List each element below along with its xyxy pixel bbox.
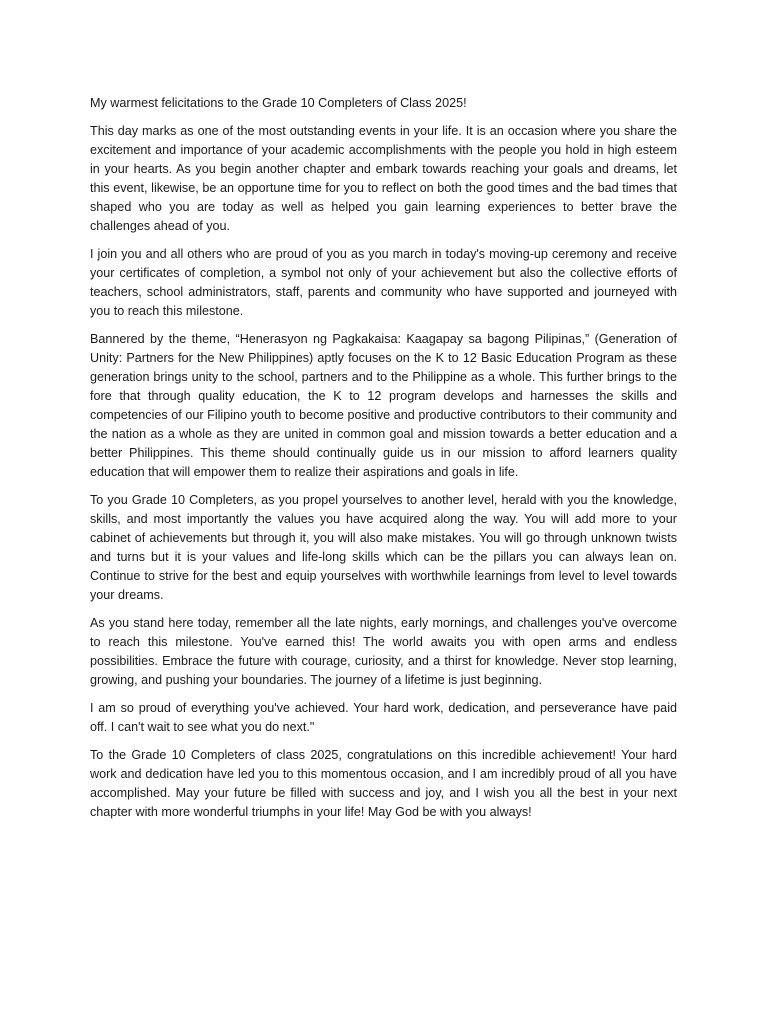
greeting-line: My warmest felicitations to the Grade 10 Completers of Class 2025! xyxy=(90,96,467,110)
paragraph-milestone: As you stand here today, remember all the late nights, early mornings, and challenges you've overcome to reach this milestone. You've earned this! The world awaits you with open arms and endless possibilities. Embrace the future with courage, curiosity, and a thirst for knowledge. Never stop learning, growing, and pushing your boundaries. The journey of a lifetime is just beginning. xyxy=(90,616,677,687)
paragraph-proud: I am so proud of everything you've achieved. Your hard work, dedication, and perseverance have paid off. I can't wait to see what you do next." xyxy=(90,701,677,734)
paragraph-occasion: This day marks as one of the most outstanding events in your life. It is an occasion where you share the excitement and importance of your academic accomplishments with the people you hold in high esteem in your hearts. As you begin another chapter and embark towards reaching your goals and dreams, let this event, likewise, be an opportune time for you to reflect on both the good times and the bad times that shaped who you are today as well as helped you gain learning experiences to better brave the challenges ahead of you. xyxy=(90,124,677,233)
document-body xyxy=(90,94,677,831)
paragraph-theme: Bannered by the theme, “Henerasyon ng Pagkakaisa: Kaagapay sa bagong Pilipinas,” (Generation of Unity: Partners for the New Philippines) aptly focuses on the K to 12 Basic Education Program as these generation brings unity to the school, partners and to the Philippine as a whole. This further brings to the fore that through quality education, the K to 12 program develops and harnesses the skills and competencies of our Filipino youth to become positive and productive contributors to their community and the nation as a whole as they are united in common goal and mission towards a better education and a better Philippines. This theme should continually guide us in our mission to afford learners quality education that will empower them to realize their aspirations and goals in life. xyxy=(90,332,677,479)
paragraph-congratulations: To the Grade 10 Completers of class 2025, congratulations on this incredible achievement! Your hard work and dedication have led you to this momentous occasion, and I am incredibly proud of all you have accomplished. May your future be filled with success and joy, and I wish you all the best in your next chapter with more wonderful triumphs in your life! May God be with you always! xyxy=(90,748,677,819)
paragraph-ceremony: I join you and all others who are proud of you as you march in today's moving-up ceremony and receive your certificates of completion, a symbol not only of your achievement but also the collective efforts of teachers, school administrators, staff, parents and community who have supported and journeyed with you to reach this milestone. xyxy=(90,247,677,318)
paragraph-values: To you Grade 10 Completers, as you propel yourselves to another level, herald with you the knowledge, skills, and most importantly the values you have acquired along the way. You will add more to your cabinet of achievements but through it, you will also make mistakes. You will go through unknown twists and turns but it is your values and life-long skills which can be the pillars you can always lean on. Continue to strive for the best and equip yourselves with worthwhile learnings from level to level towards your dreams. xyxy=(90,493,677,602)
